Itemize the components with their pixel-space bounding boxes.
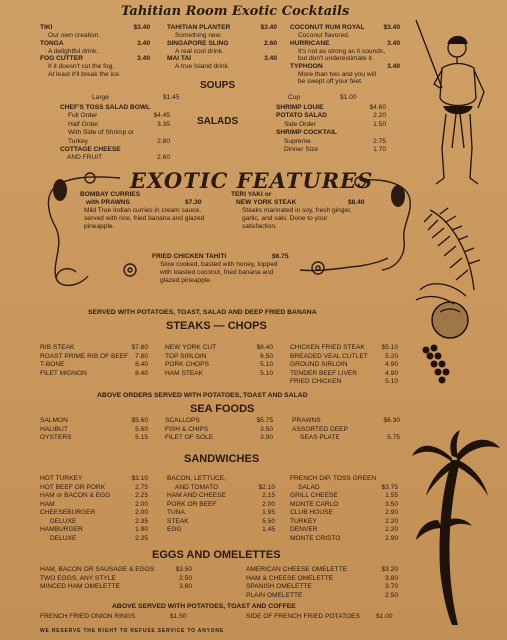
cocktail-price: 2.60 <box>264 39 277 47</box>
steak-item-name: HAM STEAK <box>165 369 204 377</box>
egg-item-price: 3.60 <box>179 583 192 590</box>
cocktail-name: HURRICANE <box>290 39 330 47</box>
sandwich-item-price: $3.75 <box>381 483 398 491</box>
cottage-title: COTTAGE CHEESE <box>60 146 121 153</box>
sandwich-item-name: HAM or BACON & EGG <box>40 492 111 499</box>
cocktail-name: TIKI <box>40 24 53 31</box>
steak-item-name: CHICKEN FRIED STEAK <box>290 344 365 351</box>
served-with-note-1: SERVED WITH POTATOES, TOAST, SALAD AND DEEP FRIED BANANA <box>88 309 317 316</box>
cocktail-name: TONGA <box>40 39 64 47</box>
sandwich-item-price: 1.95 <box>262 509 275 516</box>
salad-item-price: 1.50 <box>373 120 386 128</box>
egg-item-price: $3.20 <box>381 566 398 573</box>
salad-item-price: 2.20 <box>373 112 386 120</box>
egg-item-price: 3.80 <box>385 574 398 582</box>
bombay-description-line: Mild True Indian curries in cream sauce, <box>84 207 201 214</box>
sandwich-item-name: FRENCH DIP, TOSS GREEN <box>290 475 377 482</box>
cocktail-name: TYPHOON <box>290 62 323 70</box>
cocktail-description: but don't underestimate it. <box>298 55 374 62</box>
cottage-item-price: 2.60 <box>157 154 170 161</box>
sandwich-item-name: GRILL CHEESE <box>290 492 338 499</box>
teriyaki-description-line: garlic, and saki. Done to your <box>242 215 328 222</box>
chef-salad-item-price: $4.45 <box>153 112 170 119</box>
steak-item-name: T-BONE <box>40 361 65 368</box>
steak-item-name: RIB STEAK <box>40 344 75 351</box>
sandwich-item-name: TURKEY <box>290 517 317 525</box>
side-fries-price: $1.00 <box>376 613 393 620</box>
steaks-heading: STEAKS — CHOPS <box>166 320 267 332</box>
cocktail-name: FOG CUTTER <box>40 55 83 62</box>
cocktail-name: TAHITIAN PLANTER <box>167 24 231 31</box>
steak-item-name: BREADED VEAL CUTLET <box>290 352 368 360</box>
chef-salad-item-name: With Side of Shrimp or <box>68 129 134 136</box>
exotic-features-heading: EXOTIC FEATURES <box>130 168 374 193</box>
cocktail-name: SINGAPORE SLING <box>167 39 229 47</box>
sandwich-item-name: MONTE CRISTO <box>290 534 341 542</box>
bombay-sub: with PRAWNS <box>86 199 130 206</box>
sandwiches-heading: SANDWICHES <box>184 453 260 465</box>
salad-item-price: $4.60 <box>369 104 386 111</box>
sandwich-item-name: MONTE CARLO <box>290 500 339 508</box>
seafood-item-name: PRAWNS <box>292 417 321 424</box>
cocktail-description: Our own creation. <box>48 32 101 39</box>
cocktail-price: 3.40 <box>264 55 277 62</box>
salad-item-name: Side Order <box>284 120 316 128</box>
sandwich-item-price: 2.75 <box>135 483 148 491</box>
sandwich-item-price: 2.20 <box>385 517 398 525</box>
egg-item-name: SPANISH OMELETTE <box>246 583 312 590</box>
sandwich-item-name: BACON, LETTUCE, <box>167 475 226 482</box>
cocktail-name: MAI TAI <box>167 55 192 62</box>
seafood-item-price: 3.90 <box>260 434 273 441</box>
cocktail-description: Coconut flavored. <box>298 32 350 39</box>
chef-salad-item-price: 2.80 <box>157 137 170 145</box>
seafood-item-price: 3.50 <box>260 425 273 433</box>
bombay-price: $7.30 <box>185 199 202 206</box>
footer-disclaimer: WE RESERVE THE RIGHT TO REFUSE SERVICE TO ANYONE <box>40 628 224 634</box>
onion-rings-price: $1.50 <box>170 613 187 620</box>
sandwich-item-name: EGG <box>167 526 182 533</box>
sandwich-item-price: 2.90 <box>385 534 398 542</box>
sandwich-item-name: PORK OR BEEF <box>167 500 217 508</box>
onion-rings-name: FRENCH FRIED ONION RINGS <box>40 613 136 620</box>
steak-item-name: TENDER BEEF LIVER <box>290 369 358 377</box>
steak-item-name: TOP SIRLOIN <box>165 352 207 360</box>
soup-cup-price: $1.00 <box>340 94 357 101</box>
sandwich-item-price: 2.25 <box>135 492 148 499</box>
chef-salad-item-price: 3.35 <box>157 120 170 128</box>
seafood-item-price: $5.60 <box>131 417 148 424</box>
cocktail-price: $3.40 <box>133 24 150 31</box>
salad-item-price: 2.75 <box>373 137 386 145</box>
sandwich-item-name: AND TOMATO <box>175 483 219 491</box>
cocktail-price: 3.40 <box>137 55 150 62</box>
sandwich-item-name: CLUB HOUSE <box>290 509 333 516</box>
steak-item-price: 8.40 <box>135 369 148 377</box>
sandwich-item-price: 1.90 <box>135 526 148 533</box>
served-with-note-3: ABOVE SERVED WITH POTATOES, TOAST AND COFFEE <box>112 603 296 610</box>
soups-heading: SOUPS <box>200 80 236 91</box>
chicken-tahiti-title: FRIED CHICKEN TAHITI <box>152 253 227 260</box>
steak-item-price: 4.90 <box>385 361 398 368</box>
steak-item-name: FILET MIGNON <box>40 369 87 377</box>
sandwich-item-name: DELUXE <box>50 534 77 542</box>
steak-item-price: $5.10 <box>381 344 398 351</box>
salad-item-name: SHRIMP LOUIE <box>276 104 324 111</box>
cocktail-price: $3.40 <box>383 24 400 31</box>
cocktail-description: More than two and you will <box>298 70 377 78</box>
chicken-tahiti-description-line: Slow cooked, basted with honey, topped <box>160 261 278 268</box>
steak-item-name: GROUND SIRLOIN <box>290 361 348 368</box>
page-title: Tahitian Room Exotic Cocktails <box>121 4 350 19</box>
cocktail-description: A real cool drink. <box>175 47 224 55</box>
cocktail-price: $3.40 <box>260 24 277 31</box>
sandwich-item-price: 2.25 <box>135 534 148 542</box>
steak-item-price: 8.40 <box>135 361 148 368</box>
seafood-item-price: 5.75 <box>387 434 400 441</box>
teriyaki-title: TERI YAKI or <box>231 191 272 198</box>
eggs-heading: EGGS AND OMELETTES <box>152 549 281 561</box>
soup-cup-label: Cup <box>288 94 301 101</box>
steak-item-price: $8.40 <box>256 344 273 351</box>
egg-item-price: $3.50 <box>175 566 192 573</box>
cocktail-description: It's not as strong as it sounds, <box>298 47 386 55</box>
salad-item-name: Supreme <box>284 137 311 145</box>
seafood-item-name: OYSTERS <box>40 434 72 441</box>
sandwich-item-price: $2.10 <box>258 483 275 491</box>
sandwich-item-name: HOT TURKEY <box>40 475 83 482</box>
cocktail-description: A true Island drink. <box>175 63 230 70</box>
sandwich-item-name: DELUXE <box>50 517 77 525</box>
egg-item-name: MINCED HAM OMELETTE <box>40 583 120 590</box>
egg-item-price: 2.50 <box>179 574 192 582</box>
tahitian-man-illustration <box>412 18 502 188</box>
sandwich-item-price: 2.90 <box>385 509 398 516</box>
sandwich-item-name: TUNA <box>167 509 185 516</box>
seafood-item-name: SCALLOPS <box>165 417 200 424</box>
steak-item-price: 5.20 <box>385 352 398 360</box>
salad-item-name: SHRIMP COCKTAIL <box>276 129 337 137</box>
cocktail-price: 3.40 <box>137 39 150 47</box>
seafood-item-name: FILET OF SOLE <box>165 434 214 441</box>
sandwich-item-price: 5.50 <box>262 517 275 525</box>
palm-tree-illustration <box>412 430 502 630</box>
sandwich-item-price: 2.00 <box>135 509 148 516</box>
chicken-tahiti-price: $6.75 <box>272 253 289 260</box>
egg-item-name: PLAIN OMELETTE <box>246 591 303 599</box>
cocktail-description: At least it'll break the ice. <box>48 70 121 78</box>
seafood-item-name: SALMON <box>40 417 68 424</box>
sandwich-item-name: HAMBURGER <box>40 526 83 533</box>
chef-salad-item-name: Half Order <box>68 120 99 128</box>
egg-item-name: HAM & CHEESE OMELETTE <box>246 574 334 582</box>
sandwich-item-name: HAM AND CHEESE <box>167 492 226 499</box>
cocktail-description: Something new. <box>175 32 222 39</box>
cottage-item-name: AND FRUIT <box>67 154 103 161</box>
seafood-item-name: HALIBUT <box>40 425 68 433</box>
salad-item-price: 1.70 <box>373 146 386 153</box>
egg-item-price: 3.70 <box>385 583 398 590</box>
teriyaki-description-line: Steaks marinated in soy, fresh ginger, <box>242 207 352 214</box>
soup-large-label: Large <box>92 94 109 101</box>
egg-item-name: AMERICAN CHEESE OMELETTE <box>246 566 348 573</box>
sandwich-item-price: 2.00 <box>135 500 148 508</box>
chef-salad-item-name: Turkey <box>68 137 88 145</box>
cocktail-name: COCONUT RUM ROYAL <box>290 24 365 31</box>
chicken-tahiti-description-line: with toasted coconut, fried banana and <box>160 269 274 276</box>
sandwich-item-price: 2.35 <box>135 517 148 525</box>
steak-item-price: 7.80 <box>135 352 148 360</box>
salads-heading: SALADS <box>197 116 239 127</box>
teriyaki-sub: NEW YORK STEAK <box>236 199 297 206</box>
steak-item-price: 5.10 <box>260 361 273 368</box>
sandwich-item-price: 2.20 <box>385 526 398 533</box>
bombay-description-line: served with rice, fried banana and glazed <box>84 215 205 222</box>
sandwich-item-name: SALAD <box>298 483 320 491</box>
bombay-title: BOMBAY CURRIES <box>80 191 141 198</box>
served-with-note-2: ABOVE ORDERS SERVED WITH POTATOES, TOAST AND SALAD <box>97 392 308 399</box>
seafood-item-name: FISH & CHIPS <box>165 425 209 433</box>
soup-large-price: $1.45 <box>163 94 180 101</box>
sandwich-item-price: 3.50 <box>385 500 398 508</box>
chef-salad-title: CHEF'S TOSS SALAD BOWL <box>60 104 151 111</box>
salad-item-name: Dinner Size <box>284 146 319 153</box>
side-fries-name: SIDE OF FRENCH FRIED POTATOES <box>246 613 360 620</box>
bombay-description-line: pineapple. <box>84 223 115 230</box>
cocktail-description: If it doesn't cut the fog, <box>48 63 115 70</box>
sandwich-item-name: DENVER <box>290 526 318 533</box>
sandwich-item-name: CHEESEBURGER <box>40 509 96 516</box>
sandwich-item-name: STEAK <box>167 517 189 525</box>
sandwich-item-price: 1.45 <box>262 526 275 533</box>
seafood-item-name: ASSORTED DEEP <box>292 425 348 433</box>
steak-item-price: 6.50 <box>260 352 273 360</box>
steak-item-price: 5.10 <box>385 378 398 385</box>
cocktail-price: 3.40 <box>387 39 400 47</box>
steak-item-price: 4.90 <box>385 369 398 377</box>
seafood-item-price: $5.75 <box>256 417 273 424</box>
egg-item-price: 2.50 <box>385 591 398 599</box>
egg-item-name: HAM, BACON OR SAUSAGE & EGGS <box>40 566 155 573</box>
seafoods-heading: SEA FOODS <box>190 403 255 415</box>
sandwich-item-price: 2.15 <box>262 492 275 499</box>
cocktail-description: be swept off your feet. <box>298 78 363 85</box>
chicken-tahiti-description-line: glazed pineapple. <box>160 277 212 284</box>
sandwich-item-price: $3.10 <box>131 475 148 482</box>
chef-salad-item-name: Full Order <box>68 112 98 119</box>
cocktail-price: 3.40 <box>387 62 400 70</box>
steak-item-name: PORK CHOPS <box>165 361 209 368</box>
steak-item-name: NEW YORK CUT <box>165 344 217 351</box>
teriyaki-price: $8.40 <box>348 199 365 206</box>
teriyaki-description-line: satisfaction. <box>242 223 277 230</box>
sandwich-item-name: HOT BEEF OR PORK <box>40 483 106 491</box>
sandwich-item-price: 1.55 <box>385 492 398 499</box>
egg-item-name: TWO EGGS, ANY STYLE <box>40 574 116 582</box>
seafood-item-price: 5.15 <box>135 434 148 441</box>
seafood-item-price: $6.30 <box>383 417 400 424</box>
tropical-leaves-coconut-illustration <box>410 200 500 390</box>
steak-item-name: FRIED CHICKEN <box>290 378 342 385</box>
cocktail-description: A delightful drink. <box>48 47 99 55</box>
salad-item-name: POTATO SALAD <box>276 112 327 120</box>
steak-item-price: 5.10 <box>260 369 273 377</box>
steak-item-name: ROAST PRIME RIB OF BEEF <box>40 352 129 360</box>
seafood-item-price: 5.60 <box>135 425 148 433</box>
sandwich-item-price: 2.00 <box>262 500 275 508</box>
seafood-item-name: SEAS PLATE <box>300 434 340 441</box>
steak-item-price: $7.80 <box>131 344 148 351</box>
sandwich-item-name: HAM <box>40 500 55 508</box>
